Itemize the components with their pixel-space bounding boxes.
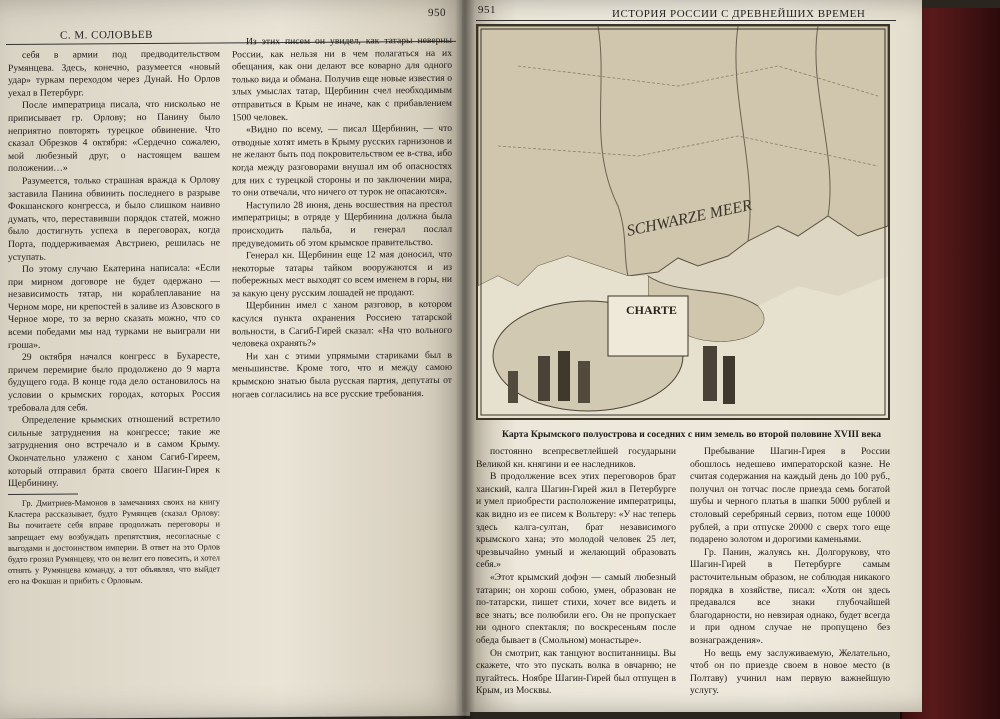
paragraph: Ни хан с этими упрямыми стариками был в меньшинстве. Кроме того, что и между самою крымскою знатью была русская партия, депутаты от ногаев согласились на все русские требования.: [232, 349, 452, 401]
paragraph: Гр. Панин, жалуясь кн. Долгорукову, что Шагин-Гирей в Петербурге самым расточительным образом, не соблюдая никакого порядка в хозяйстве, писал: «Хотя он здесь предавался все знаки глубочайшей благодарности, но невзирая однако, будет всегда и при одном случае не пропущено без вознаграждения».: [690, 546, 890, 646]
right-page-number: 951: [478, 4, 496, 16]
paragraph: «Этот крымский дофэн — самый любезный татарин; он хорош собою, умен, образован не по-татарски, пишет стихи, хочет все видеть и все знать; все полюбили его. Он не пропускает ни одного спектакля; по воскресеньям после обеда бывает в (Смольном) монастыре».: [476, 571, 676, 646]
paragraph: Определение крымских отношений встретило сильные затруднения на конгрессе; такие же затруднения оно встречало и в самом Крыму. Окончательно улажено с ханом Сагиб-Гиреем, который отправил брата своего Шагин-Гирея к Щербинину.: [8, 413, 220, 490]
left-running-head: С. М. СОЛОВЬЕВ: [60, 28, 153, 42]
paragraph: себя в армии под предводительством Румянцева. Здесь, конечно, разумеется «новый удар» туркам переходом через Дунай. Но Орлов уехал в Петербург.: [8, 48, 220, 99]
right-header-rule: [476, 20, 896, 21]
left-column-2: [232, 35, 452, 707]
paragraph: После императрица писала, что нисколько не приписывает гр. Орлову; но Панину было неприятно повторять турецкое обвинение. Что сказал Обрезков 4 октября: «Сердечно сожалею, мой любезный друг, о настоящем вашем положении…»: [8, 98, 220, 175]
map-sea-label: SCHWARZE MEER: [625, 196, 754, 240]
right-column-2: [690, 446, 890, 708]
map-illustration: [478, 26, 888, 418]
paragraph: В продолжение всех этих переговоров брат ханский, калга Шагин-Гирей жил в Петербурге и умел приобрести расположение императрицы, как видно из ее писем к Вольтеру: «У нас теперь здесь калга-султан, брат независимого крымского хана; это молодой человек 25 лет, чрезвычайно умный и желающий образовать себя.»: [476, 471, 676, 571]
paragraph: По этому случаю Екатерина написала: «Если при мирном договоре не будет одержано — независимость татар, ни кораблеплавание на Черном море, ни крепостей в заливе из Азовского в Черное море, то за верно сказать можно, что со всеми победами мы над турками не выиграли ни гроша».: [8, 262, 220, 351]
paragraph: Щербинин имел с ханом разговор, в котором касулся пункта охранения Россиею татарской вольности, в Сагиб-Гирей сказал: «На что вольного человека охранять?»: [232, 299, 452, 350]
book-spine-shadow: [455, 0, 475, 719]
paragraph: Наступило 28 июня, день восшествия на престол императрицы; в отряде у Щербинина должна была происходить пальба, и генерал послал предуведомить об этом крымское правительство.: [232, 198, 452, 249]
paragraph: Разумеется, только страшная вражда к Орлову заставила Панина обвинить последнего в разрыве Фокшанского конгресса, и было слишком наивно думать, что, переставивши порядок статей, можно было достигнуть успеха в переговорах, когда Порта, поддерживаемая Австриею, решилась не уступать.: [8, 174, 220, 263]
paragraph: Он смотрит, как танцуют воспитанницы. Вы скажете, что это пускать волка в овчарню; не пугайтесь. Ноябре Шагин-Гирей был отпущен в Крым, из Москвы.: [476, 647, 676, 697]
left-page-number: 950: [428, 6, 446, 20]
left-page: [0, 0, 470, 719]
map-cartouche-title: CHARTE: [626, 303, 677, 317]
footnote-rule: [8, 493, 78, 494]
paragraph: Пребывание Шагин-Гирея в России обошлось недешево императорской казне. Не считая содержания на каждый день до 100 руб., получил он тотчас после приезда семь богатой шубы и черного платья в шапки 5000 рублей и столовый серебряный сервиз, потом еще 10000 рублей, а при отпуске 20000 с сверх того еще подарено золотом и дорогими каменьями.: [690, 446, 890, 546]
paragraph: Но вещь ему заслуживаемую, Желательно, чтоб он по приезде своем в новое место (в Полтаву) учинил нам первую важнейшую услугу.: [690, 647, 890, 697]
paragraph: Генерал кн. Щербинин еще 12 мая доносил, что некоторые татары тайком вооружаются и из побережных мест выходят со всем именем в горы, ни за какую цену русским лошадей не продают.: [232, 248, 452, 300]
crimea-map: [476, 24, 890, 420]
right-column-1: [476, 446, 676, 708]
paragraph: 29 октября начался конгресс в Бухаресте, причем перемирие было продолжено до 9 марта будущего года. В конце года дело остановилось на условии о крымских городах, которых Россия требовала для себя.: [8, 350, 220, 414]
left-column-1: [8, 48, 220, 489]
paragraph: постоянно всепресветлейшей государыни Великой кн. княгини и ее наследников.: [476, 446, 676, 470]
right-running-head: ИСТОРИЯ РОССИИ С ДРЕВНЕЙШИХ ВРЕМЕН: [612, 8, 866, 20]
paragraph: Из этих писем он увидел, как татары неверны России, как нельзя ни в чем полагаться на их обещания, как они делают все коварно для одного только вида и обмана. Получив еще новые известия о злых умыслах татар, Щербинин счел необходимым отправиться в Крым не иначе, как с прибавлением 1500 человек.: [232, 34, 452, 123]
map-caption: Карта Крымского полуострова и соседних с ним земель во второй половине XVIII века: [502, 429, 882, 440]
paragraph: «Видно по всему, — писал Щербинин, — что отводные хотят иметь в Крыму русских гарнизонов и не желают быть под покровительством ее в-ства, ибо когда между разговорами внушал им об опасностях для них с турецкой стороны и по заключении мира, то они отвечали, что ничего от турок не опасаются».: [232, 123, 452, 199]
right-page: [462, 0, 922, 712]
footnote-text: Гр. Дмитриев-Мамонов в замечаниях своих на книгу Кластера рассказывает, будто Румянцев (сказал Орлову: Вы почитаете себя вправе продолжать переговоры и запрещает ему возбуждать препятствия, несогласные с выгодами и достоинством империи. В ответ на это Орлов будто грозил Румянцеву, что он велит его повесить, и хотел отнять у Румянцева команду, а тот объявлял, что выйдет его на Фокшан и прибить с Орловым.: [8, 497, 220, 587]
left-footnote: [8, 496, 220, 707]
